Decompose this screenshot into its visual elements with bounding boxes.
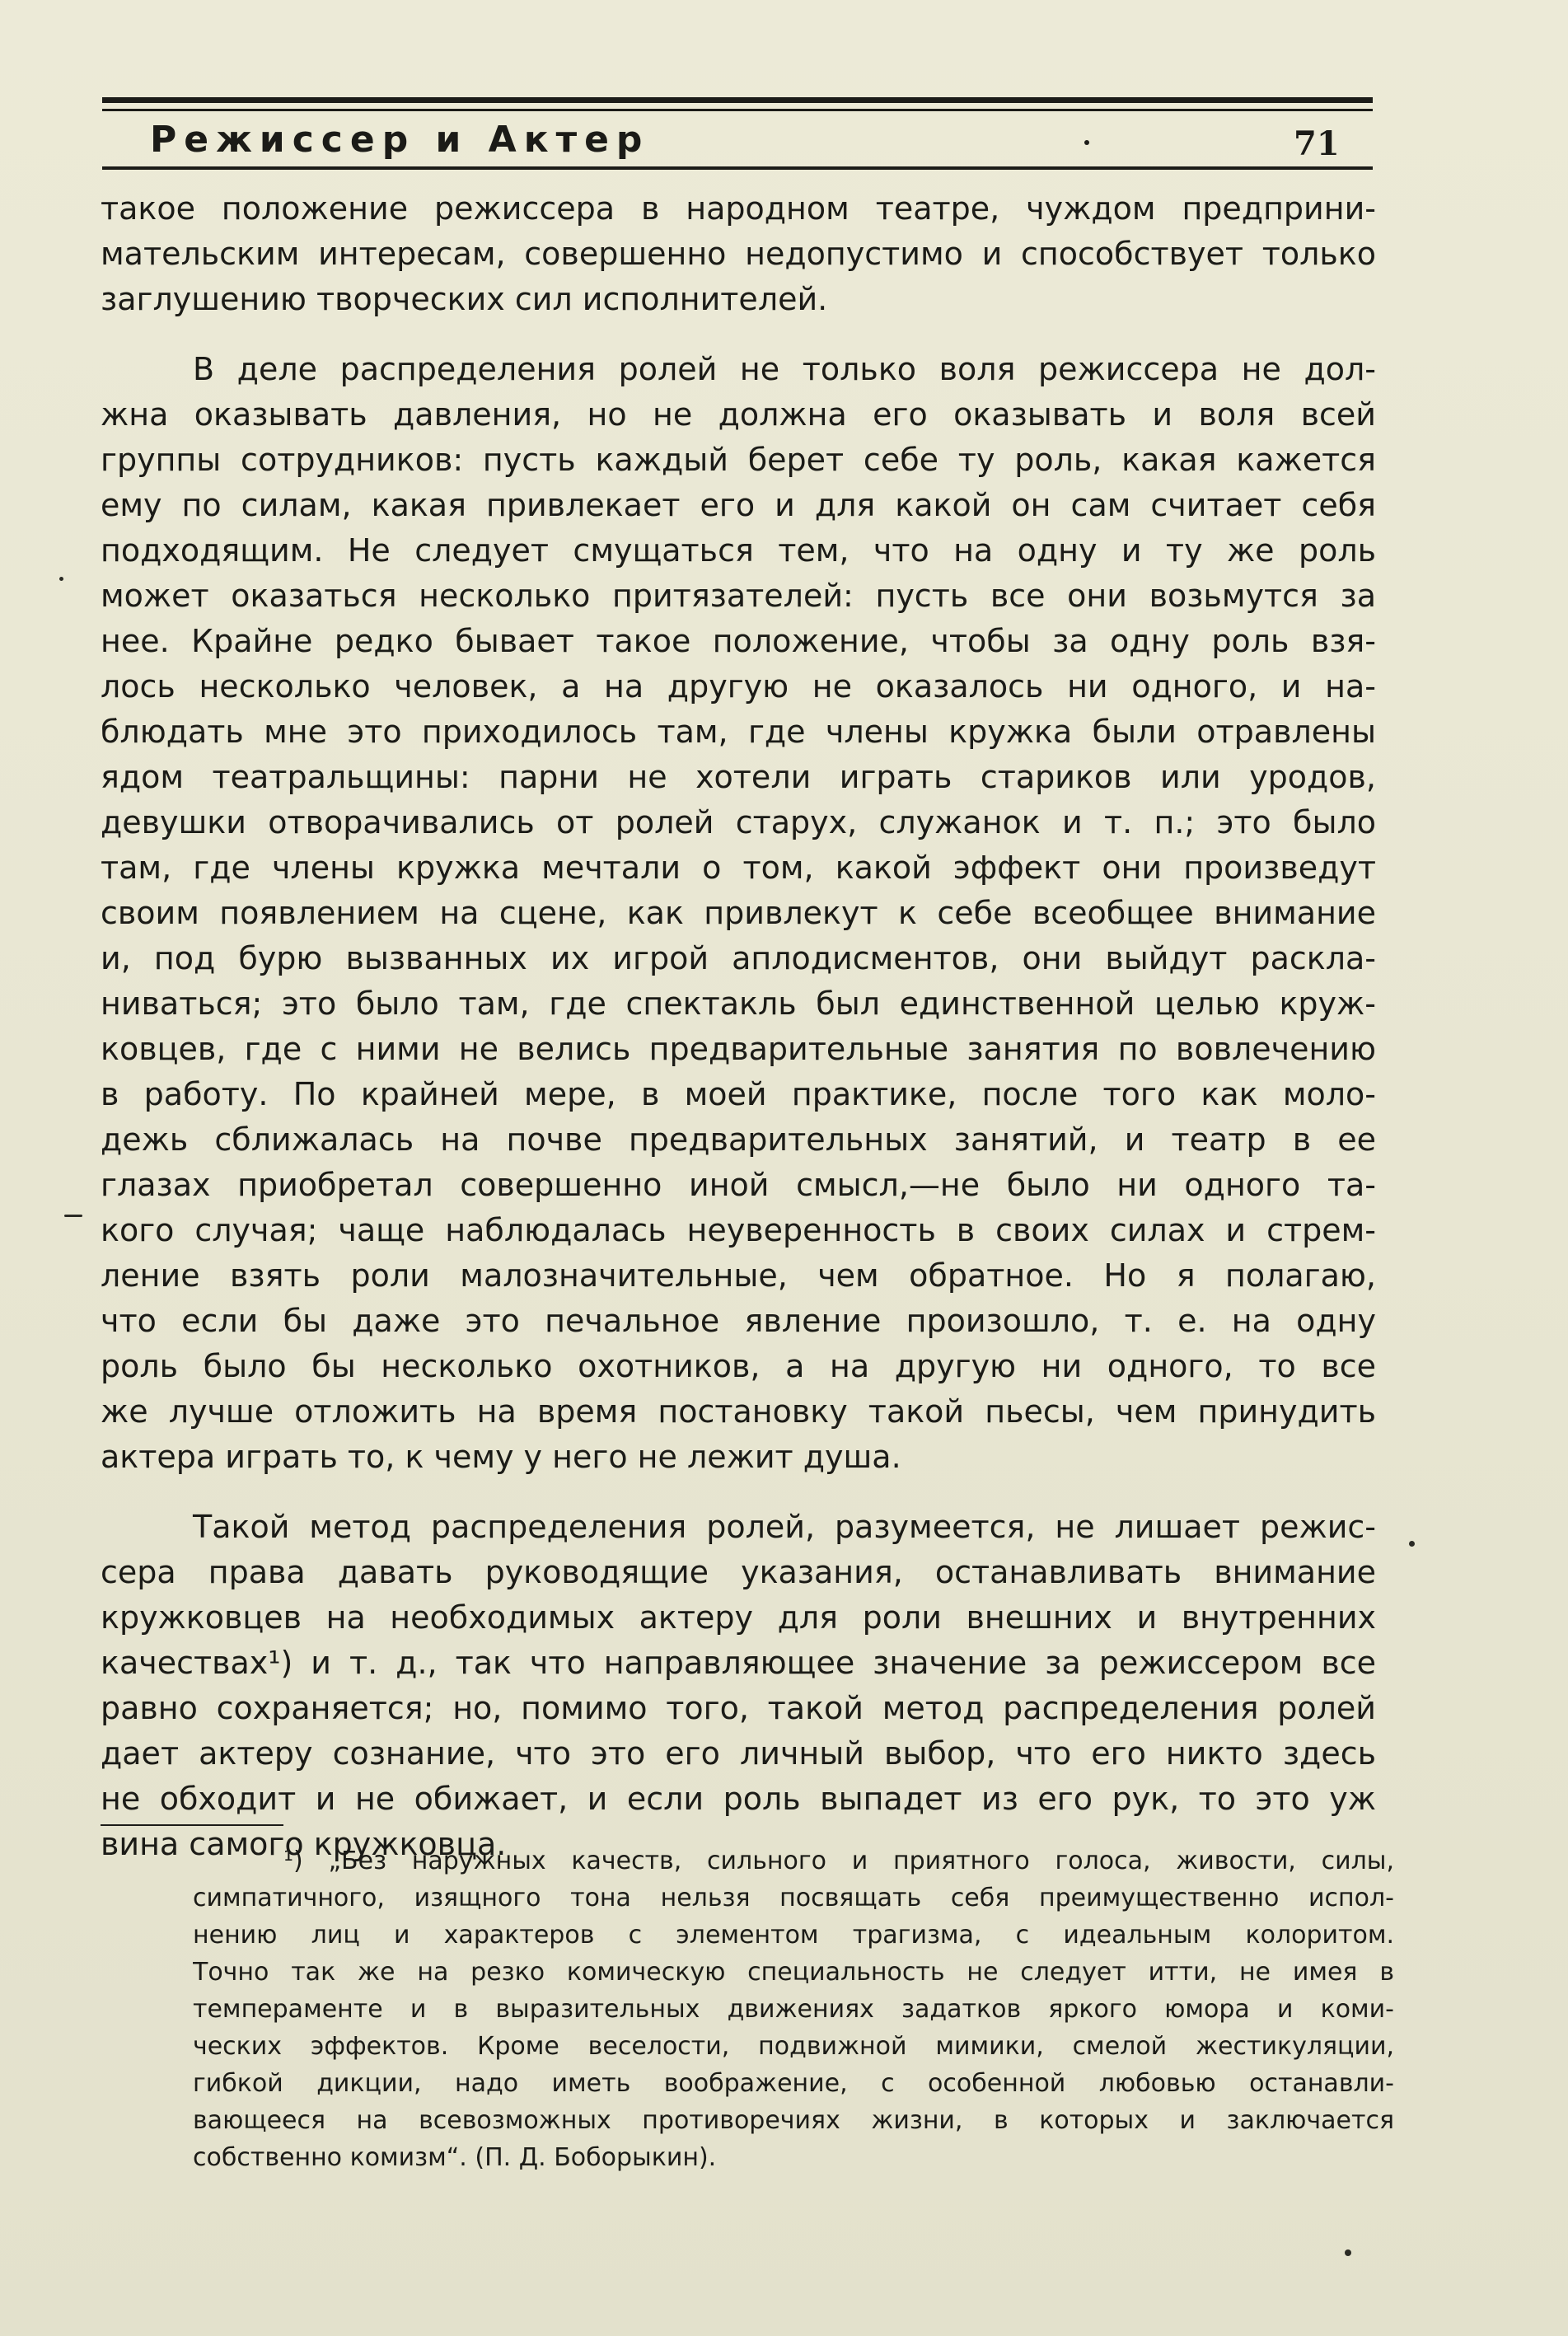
text-line: может оказаться несколько притязателей: пусть все они возьмутся за bbox=[101, 578, 1376, 614]
text-line: ядом театральщины: парни не хотели играть стариков или уродов, bbox=[101, 759, 1376, 795]
text-line: мательским интересам, совершенно недопустимо и способствует только bbox=[101, 236, 1376, 272]
text-line: жна оказывать давления, но не должна его оказывать и воля всей bbox=[101, 396, 1376, 433]
text-line: подходящим. Не следует смущаться тем, что на одну и ту же роль bbox=[101, 532, 1376, 569]
print-speck bbox=[59, 577, 63, 581]
page-number: 71 bbox=[1294, 124, 1340, 163]
text-line: равно сохраняется; но, помимо того, такой метод распределения ролей bbox=[101, 1690, 1376, 1726]
footnote-line: темпераменте и в выразительных движениях задатков яркого юмора и коми- bbox=[193, 1995, 1394, 2024]
text-line: своим появлением на сцене, как привлекут к себе всеобщее внимание bbox=[101, 895, 1376, 931]
header-rule-bottom bbox=[102, 166, 1373, 170]
footnote-line: вающееся на всевозможных противоречиях жизни, в которых и заключается bbox=[193, 2106, 1394, 2135]
text-line: что если бы даже это печальное явление произошло, т. е. на одну bbox=[101, 1303, 1376, 1339]
header-dot bbox=[1084, 140, 1089, 145]
text-line: заглушению творческих сил исполнителей. bbox=[101, 281, 828, 317]
text-line: же лучше отложить на время постановку такой пьесы, чем принудить bbox=[101, 1393, 1376, 1430]
footnote-line: ¹) „Без наружных качеств, сильного и приятного голоса, живости, силы, bbox=[283, 1847, 1394, 1875]
footnote-line: ческих эффектов. Кроме веселости, подвижной мимики, смелой жестикуляции, bbox=[193, 2032, 1394, 2061]
text-line: сера права давать руководящие указания, останавливать внимание bbox=[101, 1554, 1376, 1590]
footnote-line: гибкой дикции, надо иметь воображение, с особенной любовью останавли- bbox=[193, 2069, 1394, 2098]
footnote-line: симпатичного, изящного тона нельзя посвящать себя преимущественно испол- bbox=[193, 1884, 1394, 1912]
print-speck bbox=[1409, 1541, 1415, 1547]
header-rule-thin bbox=[102, 109, 1373, 111]
text-line: ковцев, где с ними не велись предварительные занятия по вовлечению bbox=[101, 1031, 1376, 1067]
footnote-line: нению лиц и характеров с элементом трагизма, с идеальным колоритом. bbox=[193, 1921, 1394, 1950]
text-line: и, под бурю вызванных их игрой аплодисментов, они выйдут раскла- bbox=[101, 940, 1376, 976]
text-line: блюдать мне это приходилось там, где члены кружка были отравлены bbox=[101, 714, 1376, 750]
text-line: группы сотрудников: пусть каждый берет себе ту роль, какая кажется bbox=[101, 442, 1376, 478]
text-line: кружковцев на необходимых актеру для роли внешних и внутренних bbox=[101, 1599, 1376, 1636]
text-line: кого случая; чаще наблюдалась неуверенность в своих силах и стрем- bbox=[101, 1212, 1376, 1248]
print-speck bbox=[64, 1215, 82, 1217]
footnote bbox=[193, 1842, 1394, 2176]
text-line: не обходит и не обижает, и если роль выпадет из его рук, то это уж bbox=[101, 1781, 1376, 1817]
text-line: качествах¹) и т. д., так что направляющее значение за режиссером все bbox=[101, 1645, 1376, 1681]
text-line: глазах приобретал совершенно иной смысл,—не было ни одного та- bbox=[101, 1167, 1376, 1203]
text-line: в работу. По крайней мере, в моей практике, после того как моло- bbox=[101, 1076, 1376, 1112]
text-line: нее. Крайне редко бывает такое положение, чтобы за одну роль взя- bbox=[101, 623, 1376, 659]
text-line: девушки отворачивались от ролей старух, служанок и т. п.; это было bbox=[101, 804, 1376, 840]
body-text bbox=[101, 186, 1376, 1867]
text-line: лось несколько человек, а на другую не оказалось ни одного, и на- bbox=[101, 668, 1376, 705]
footnote-line: собственно комизм“. (П. Д. Боборыкин). bbox=[193, 2143, 717, 2172]
text-line: ему по силам, какая привлекает его и для какой он сам считает себя bbox=[101, 487, 1376, 523]
text-line: там, где члены кружка мечтали о том, какой эффект они произведут bbox=[101, 850, 1376, 886]
text-line: Такой метод распределения ролей, разумеется, не лишает режис- bbox=[193, 1509, 1376, 1545]
running-title: Режиссер и Актер bbox=[150, 119, 650, 161]
text-line: дает актеру сознание, что это его личный выбор, что его никто здесь bbox=[101, 1735, 1376, 1772]
header-rule-thick bbox=[102, 97, 1373, 103]
text-line: ление взять роли малозначительные, чем обратное. Но я полагаю, bbox=[101, 1257, 1376, 1294]
text-line: актера играть то, к чему у него не лежит душа. bbox=[101, 1439, 901, 1475]
text-line: вина самого кружковца. bbox=[101, 1826, 507, 1862]
text-line: дежь сближалась на почве предварительных занятий, и театр в ее bbox=[101, 1121, 1376, 1158]
footnote-line: Точно так же на резко комическую специальность не следует итти, не имея в bbox=[193, 1958, 1394, 1987]
print-speck bbox=[1345, 2249, 1351, 2256]
footnote-separator bbox=[101, 1824, 283, 1826]
text-line: такое положение режиссера в народном театре, чуждом предприни- bbox=[101, 190, 1376, 227]
text-line: В деле распределения ролей не только воля режиссера не дол- bbox=[193, 351, 1376, 387]
text-line: ниваться; это было там, где спектакль был единственной целью круж- bbox=[101, 985, 1376, 1022]
text-line: роль было бы несколько охотников, а на другую ни одного, то все bbox=[101, 1348, 1376, 1384]
